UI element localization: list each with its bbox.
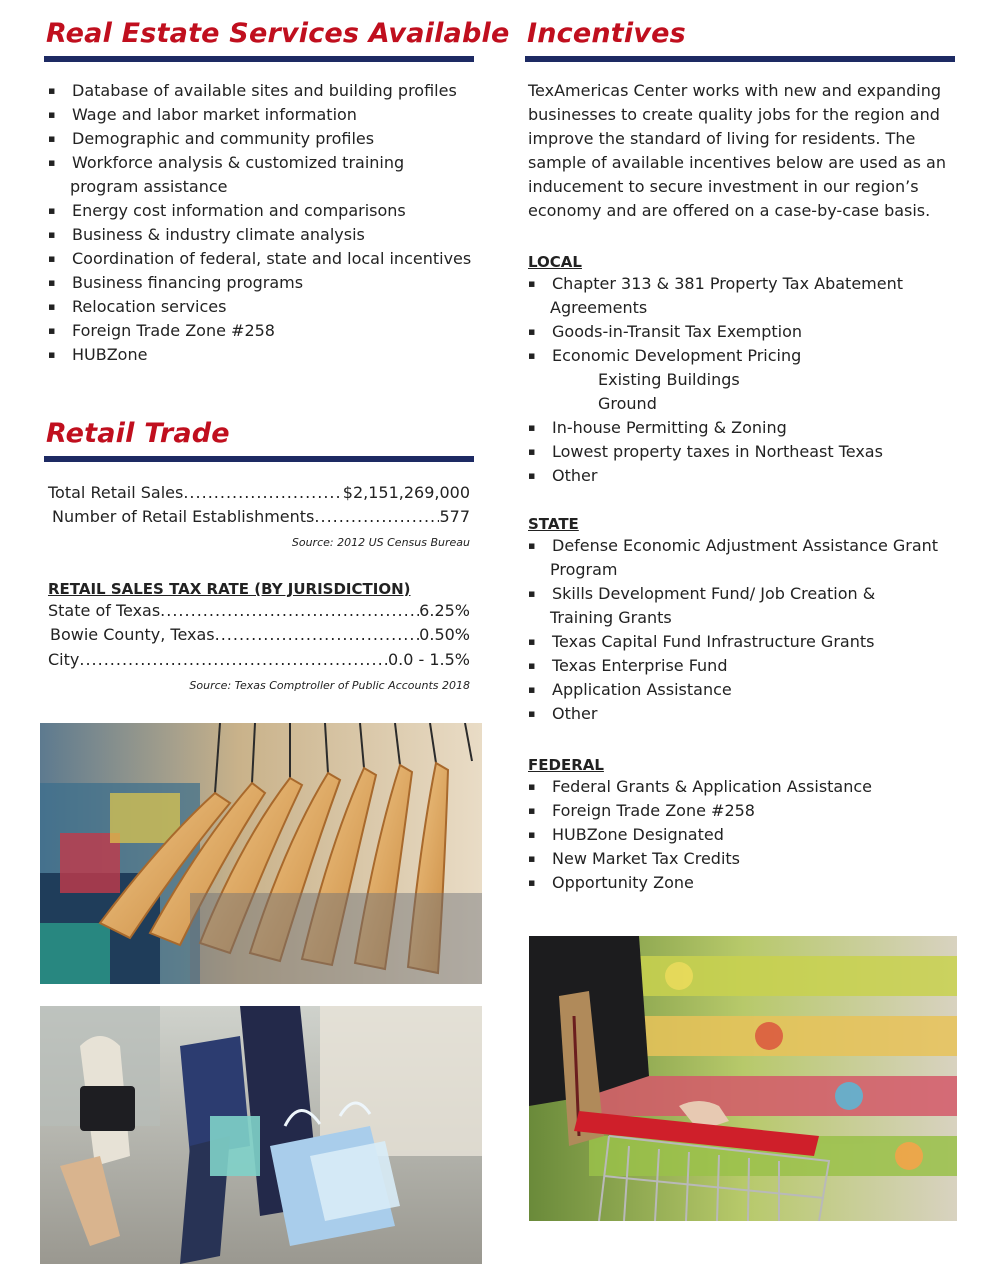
list-item: ▪ Business financing programs: [46, 271, 486, 295]
list-item: ▪ Foreign Trade Zone #258: [526, 799, 966, 823]
bullet-icon: ▪: [48, 108, 56, 121]
list-item: ▪ Opportunity Zone: [526, 871, 966, 895]
bullet-icon: ▪: [48, 252, 56, 265]
bullet-icon: ▪: [528, 659, 536, 672]
total-retail-sales-row: Total Retail Sales ..... $2,151,269,000: [48, 481, 470, 505]
clothes-hangers-photo: [40, 723, 482, 984]
incentives-rule: [525, 56, 955, 62]
list-item: ▪ Demographic and community profiles: [46, 127, 486, 151]
list-item: ▪ Workforce analysis & customized training program assistance: [48, 153, 405, 196]
list-item: ▪ Chapter 313 & 381 Property Tax Abatement Agreements: [528, 274, 904, 317]
list-item: ▪ Business & industry climate analysis: [46, 223, 486, 247]
federal-incentives-list: [526, 775, 966, 895]
list-item: ▪ Defense Economic Adjustment Assistance Grant Program: [528, 536, 939, 579]
list-item: ▪ Coordination of federal, state and local incentives: [46, 247, 486, 271]
list-item: ▪ Database of available sites and building profiles: [46, 79, 486, 103]
list-item: ▪ In-house Permitting & Zoning: [526, 416, 966, 440]
bullet-icon: ▪: [48, 324, 56, 337]
list-subitem: Ground: [598, 394, 657, 413]
bullet-icon: ▪: [48, 228, 56, 241]
bullet-icon: ▪: [528, 852, 536, 865]
bullet-icon: ▪: [528, 277, 536, 290]
list-item: ▪ Relocation services: [46, 295, 486, 319]
bullet-icon: ▪: [48, 156, 56, 169]
real-estate-services-list: [46, 79, 486, 367]
bullet-icon: ▪: [528, 828, 536, 841]
bullet-icon: ▪: [48, 300, 56, 313]
bullet-icon: ▪: [48, 204, 56, 217]
list-item: ▪ Federal Grants & Application Assistance: [526, 775, 966, 799]
list-item: ▪ HUBZone Designated: [526, 823, 966, 847]
bullet-icon: ▪: [528, 539, 536, 552]
bullet-icon: ▪: [528, 349, 536, 362]
dot-leader: [183, 481, 342, 505]
real-estate-rule: [44, 56, 474, 62]
bullet-icon: ▪: [48, 276, 56, 289]
state-heading: STATE: [528, 515, 579, 533]
bullet-icon: ▪: [528, 780, 536, 793]
state-incentives-list: [526, 534, 966, 726]
dot-leader: [314, 505, 439, 529]
bullet-icon: ▪: [528, 707, 536, 720]
list-item: ▪ Other: [526, 464, 966, 488]
real-estate-title: Real Estate Services Available: [46, 18, 510, 49]
list-item: ▪ Texas Capital Fund Infrastructure Grants: [526, 630, 966, 654]
list-item: ▪ Wage and labor market information: [46, 103, 486, 127]
tax-row-county: Bowie County, Texas ..... 0.50%: [50, 623, 470, 647]
bullet-icon: ▪: [528, 421, 536, 434]
tax-row-state: State of Texas ..... 6.25%: [48, 599, 470, 623]
bullet-icon: ▪: [528, 683, 536, 696]
list-item: ▪ Other: [526, 702, 966, 726]
bullet-icon: ▪: [528, 445, 536, 458]
list-item: ▪ Foreign Trade Zone #258: [46, 319, 486, 343]
dot-leader: [160, 599, 419, 623]
list-item: ▪ Goods-in-Transit Tax Exemption: [526, 320, 966, 344]
dot-leader: [79, 648, 388, 672]
incentives-title: Incentives: [527, 18, 686, 49]
list-subitem: Existing Buildings: [598, 370, 740, 389]
list-item: ▪ Application Assistance: [526, 678, 966, 702]
local-heading: LOCAL: [528, 253, 582, 271]
bullet-icon: ▪: [528, 804, 536, 817]
list-item: ▪ Lowest property taxes in Northeast Texas: [526, 440, 966, 464]
bullet-icon: ▪: [48, 132, 56, 145]
list-item: ▪ Energy cost information and comparisons: [46, 199, 486, 223]
tax-rate-heading: RETAIL SALES TAX RATE (BY JURISDICTION): [48, 580, 411, 598]
tax-row-city: City ..... 0.0 - 1.5%: [48, 648, 470, 672]
source-census: Source: 2012 US Census Bureau: [291, 536, 470, 549]
bullet-icon: ▪: [528, 325, 536, 338]
retail-establishments-row: Number of Retail Establishments ..... 577: [52, 505, 470, 529]
dot-leader: [215, 623, 420, 647]
shoppers-with-bags-photo: [40, 1006, 482, 1264]
incentives-intro: TexAmericas Center works with new and expanding businesses to create quality jobs for the region and improve the standard of living for residents. The sample of available incentives below are used as an inducement to secure investment in our region’s economy and are offered on a case-by-case basis.: [528, 81, 946, 220]
shopping-cart-photo: [529, 936, 957, 1221]
source-comptroller: Source: Texas Comptroller of Public Accounts 2018: [189, 679, 470, 692]
retail-trade-title: Retail Trade: [46, 418, 230, 449]
bullet-icon: ▪: [528, 876, 536, 889]
list-item: ▪ Skills Development Fund/ Job Creation & Training Grants: [528, 584, 876, 627]
retail-trade-rule: [44, 456, 474, 462]
bullet-icon: ▪: [528, 469, 536, 482]
list-item: ▪ HUBZone: [46, 343, 486, 367]
federal-heading: FEDERAL: [528, 756, 604, 774]
list-item: ▪ New Market Tax Credits: [526, 847, 966, 871]
bullet-icon: ▪: [48, 348, 56, 361]
bullet-icon: ▪: [528, 635, 536, 648]
bullet-icon: ▪: [48, 84, 56, 97]
list-item: ▪ Texas Enterprise Fund: [526, 654, 966, 678]
local-incentives-list: [526, 272, 966, 488]
bullet-icon: ▪: [528, 587, 536, 600]
list-item: ▪ Economic Development Pricing: [526, 344, 966, 368]
